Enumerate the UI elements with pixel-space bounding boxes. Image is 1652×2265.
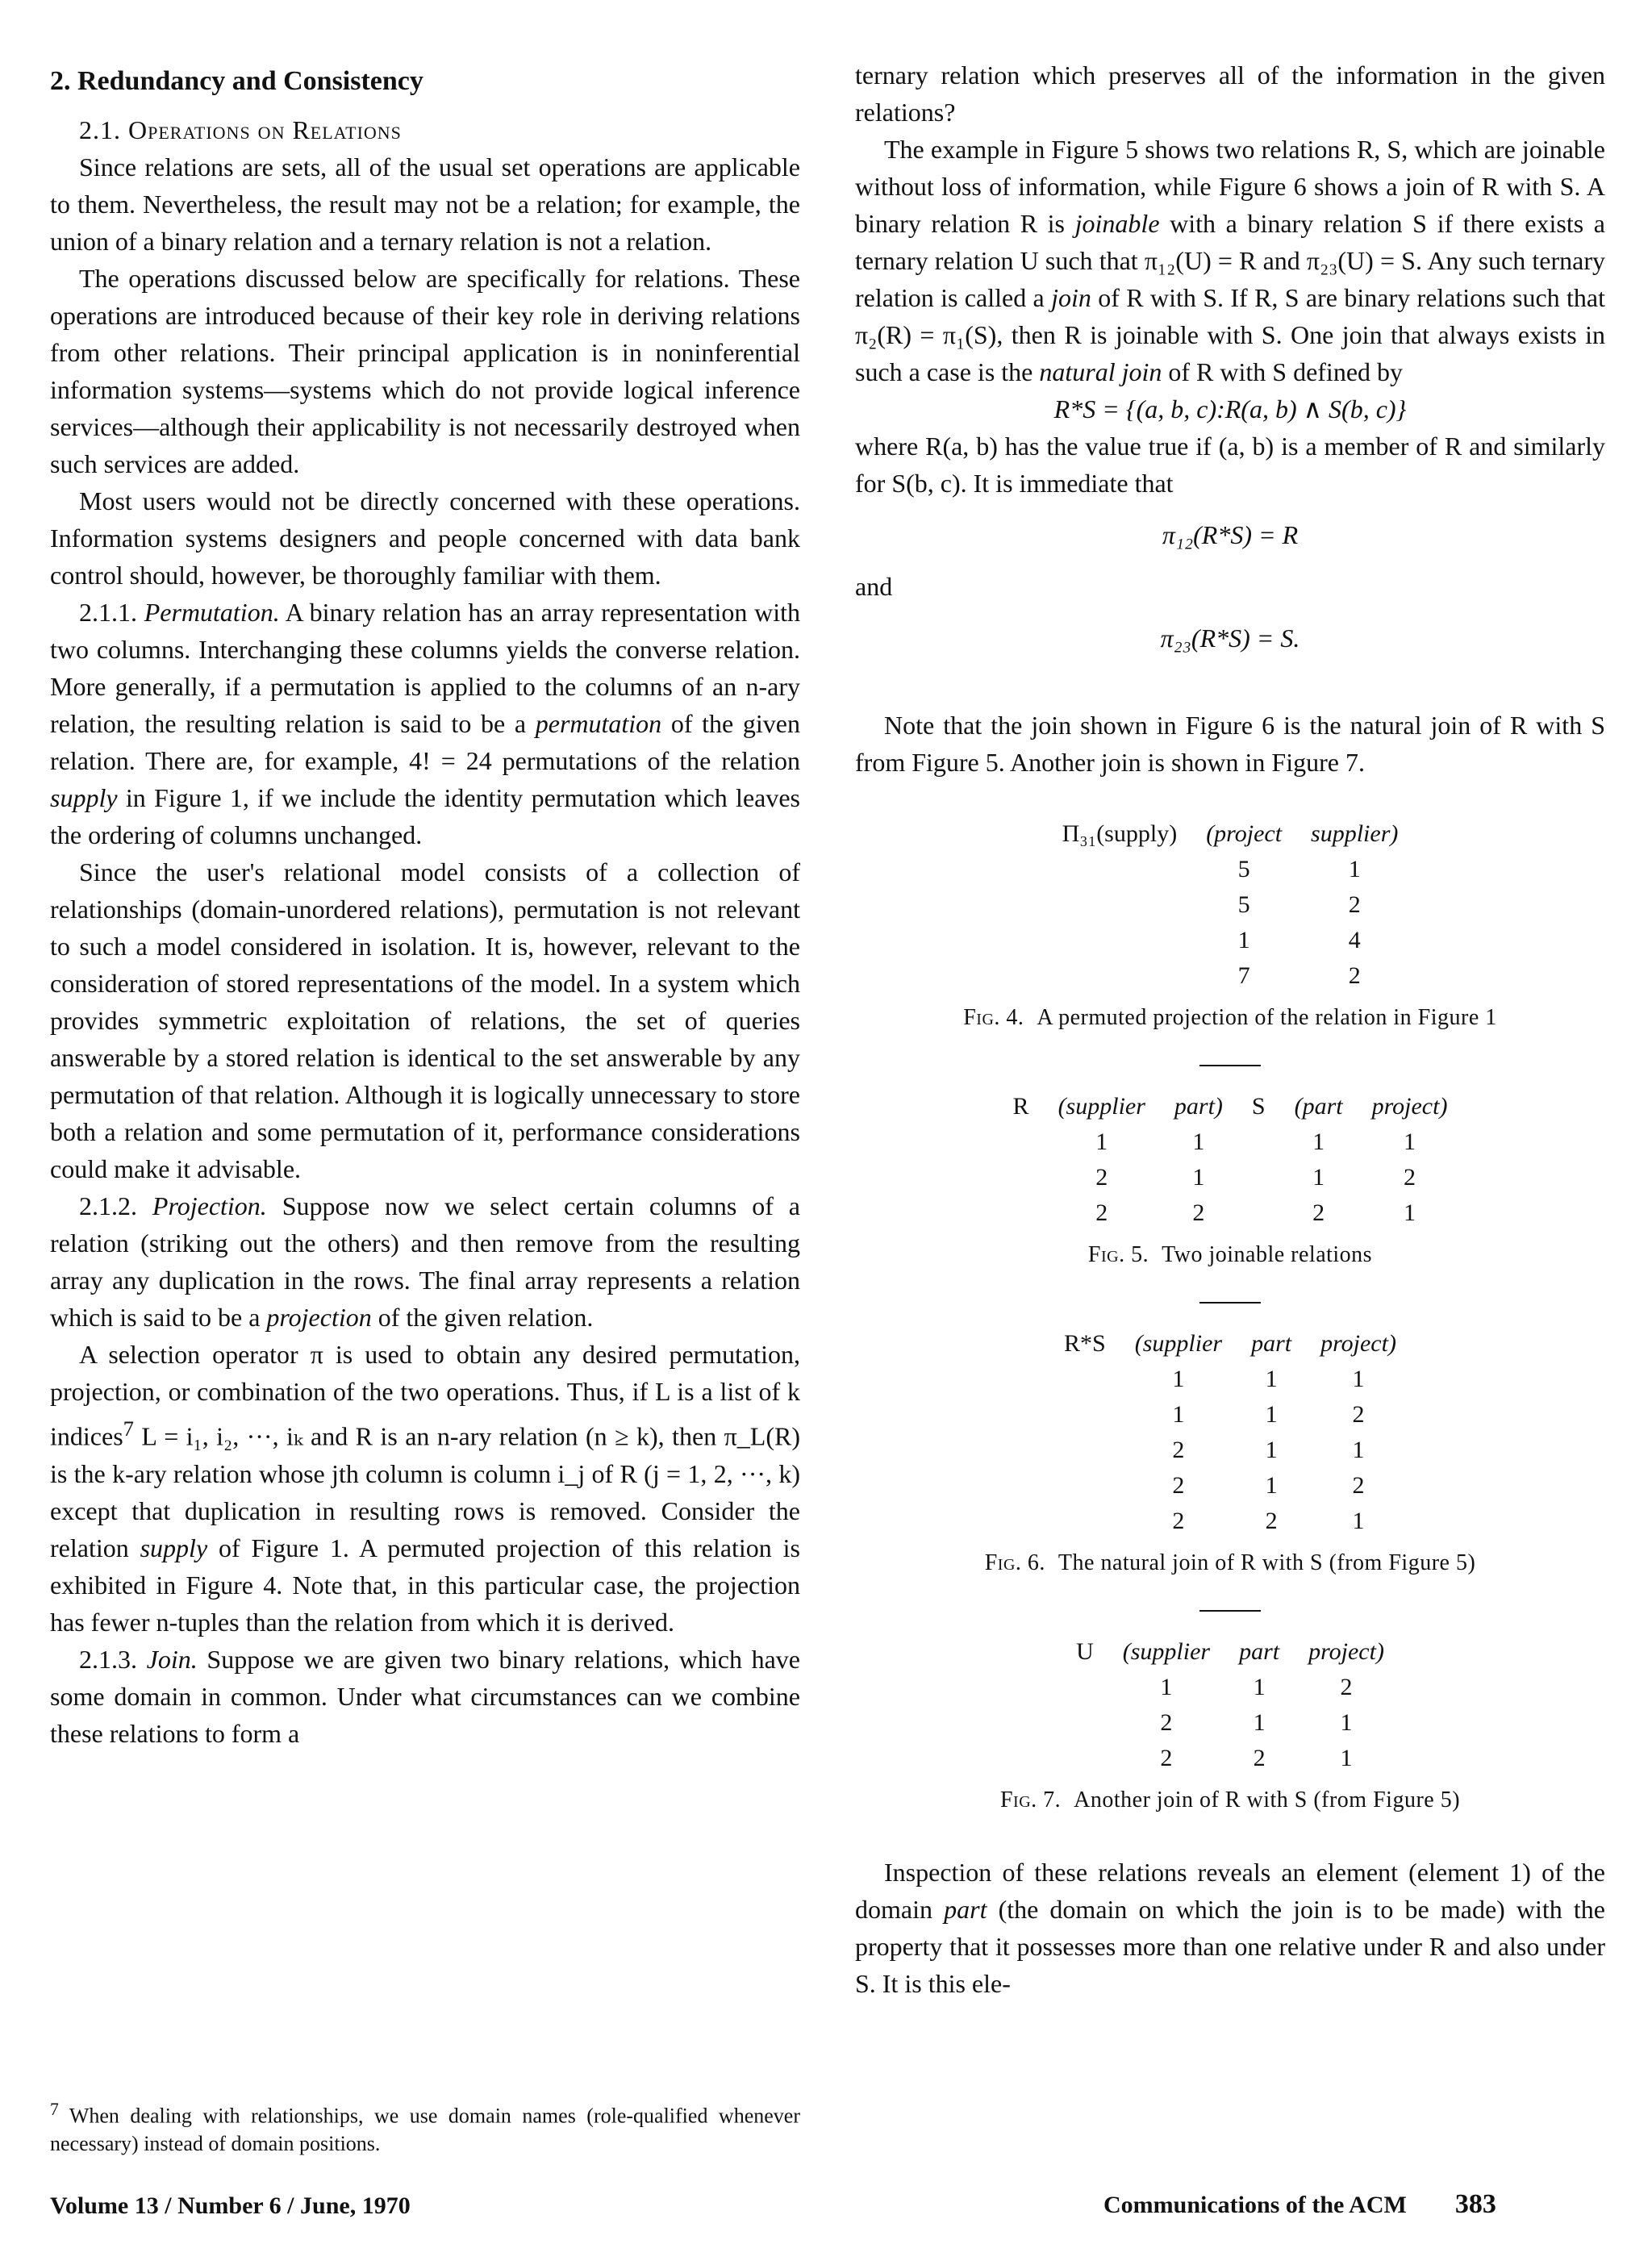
joinable-text-b: with a binary relation S if there exists a ternary relation U such that π₁₂(U) = R and π₂₃(U) = S. Any such ternary relation is called a	[855, 209, 1606, 312]
table-cell: 1	[1340, 1709, 1353, 1736]
fig6-label: Fig. 6.	[984, 1550, 1045, 1575]
fig7-caption-text: Another join of R with S (from Figure 5)	[1074, 1787, 1461, 1812]
table-cell: 1	[1265, 1472, 1278, 1499]
fig7-header-supplier: (supplier	[1122, 1638, 1211, 1665]
fig4-caption-text: A permuted projection of the relation in Figure 1	[1037, 1005, 1497, 1030]
paragraph-ternary: ternary relation which preserves all of the information in the given relations?	[855, 60, 1605, 127]
table-cell: 1	[1404, 1128, 1416, 1155]
fig6-header-project: project)	[1320, 1330, 1396, 1357]
table-cell: 1	[1348, 856, 1361, 882]
paragraph-true-value: where R(a, b) has the value true if (a, b) is a member of R and similarly for S(b, c). It is immediate that	[855, 432, 1605, 498]
permutation-em-supply: supply	[50, 783, 118, 812]
table-row	[1062, 1705, 1399, 1741]
paragraph-figure6-note: Note that the join shown in Figure 6 is the natural join of R with S from Figure 5. Another join is shown in Figure 7.	[855, 711, 1605, 777]
section-heading: 2. Redundancy and Consistency	[50, 66, 423, 96]
fig6-header-supplier: (supplier	[1134, 1330, 1223, 1357]
joinable-text-a: The example in Figure 5 shows two relations R, S, which are joinable without loss of information, while Figure 6 shows a join of R with S. A binary relation R is	[855, 135, 1605, 238]
paragraph-projection	[50, 1187, 800, 1336]
table-cell: 1	[1352, 1437, 1365, 1463]
table-cell: 1	[1095, 1128, 1108, 1155]
figure-separator	[1199, 1610, 1261, 1612]
fig4-header-project: (project	[1206, 820, 1283, 847]
fig7-caption	[855, 1783, 1605, 1818]
paragraph-joinable	[855, 131, 1605, 390]
table-cell: 2	[1172, 1472, 1185, 1499]
table-cell: 1	[1192, 1128, 1205, 1155]
table-row	[1048, 852, 1413, 887]
table-cell: 2	[1312, 1199, 1325, 1226]
join-number: 2.1.3.	[79, 1644, 137, 1674]
selection-text-c: of Figure 1. A permuted projection of this relation is exhibited in Figure 4. Note that, in this particular case, the projection has fewer n-tuples than the relation from which it is derived.	[50, 1533, 801, 1637]
fig7-relation-name: U	[1076, 1638, 1094, 1665]
joinable-text-c: of R with S. If R, S are binary relations such that π₂(R) = π₁(S), then R is joinable with S. One join that always exists in such a case is the	[855, 283, 1606, 386]
footer-journal	[1103, 2189, 1496, 2220]
joinable-text-d: of R with S defined by	[1162, 357, 1404, 386]
table-row	[1049, 1326, 1411, 1362]
table-row	[1049, 1397, 1411, 1433]
table-row	[1062, 1634, 1399, 1670]
fig4-table	[1048, 816, 1413, 994]
fig5-r-name: R	[1012, 1093, 1029, 1120]
projection-em: projection	[266, 1303, 372, 1332]
table-row	[1062, 1741, 1399, 1776]
paragraph-permutation	[50, 594, 800, 853]
table-row	[1048, 958, 1413, 994]
fig4-header-supplier: supplier)	[1311, 820, 1399, 847]
table-cell: 1	[1253, 1709, 1266, 1736]
fig5-s-name: S	[1251, 1093, 1266, 1120]
table-cell: 5	[1237, 856, 1250, 882]
figure-4	[855, 816, 1605, 1036]
table-cell: 1	[1172, 1366, 1185, 1392]
table-row	[1049, 1468, 1411, 1504]
fig4-label: Fig. 4.	[963, 1005, 1024, 1030]
projection-text-b: of the given relation.	[371, 1303, 594, 1332]
table-cell: 1	[1340, 1745, 1353, 1771]
table-cell: 2	[1352, 1472, 1365, 1499]
paragraph-inspection	[855, 1854, 1605, 2002]
fig6-caption	[855, 1545, 1605, 1581]
table-cell: 5	[1237, 891, 1250, 918]
table-cell: 1	[1404, 1199, 1416, 1226]
table-cell: 2	[1095, 1199, 1108, 1226]
table-row	[999, 1089, 1462, 1124]
table-cell: 2	[1352, 1401, 1365, 1428]
selection-em-supply: supply	[140, 1533, 208, 1562]
fig5-caption-text: Two joinable relations	[1162, 1242, 1373, 1267]
table-cell: 1	[1265, 1366, 1278, 1392]
projection-equation-r: π₁₂(R*S) = R	[1162, 520, 1299, 549]
fig6-table	[1049, 1326, 1411, 1539]
table-row	[999, 1160, 1462, 1195]
subsection-heading: 2.1. Operations on Relations	[79, 115, 402, 144]
table-cell: 4	[1348, 927, 1361, 953]
table-cell: 1	[1192, 1164, 1205, 1191]
page-number: 383	[1454, 2189, 1496, 2219]
paragraph-selection-operator	[50, 1336, 800, 1641]
joinable-em: joinable	[1074, 209, 1160, 238]
inspection-text-a: Inspection of these relations reveals an element (element 1) of the domain	[855, 1858, 1605, 1924]
table-row	[1062, 1670, 1399, 1705]
fig7-header-project: project)	[1308, 1638, 1384, 1665]
table-cell: 2	[1172, 1437, 1185, 1463]
fig6-relation-name: R*S	[1064, 1330, 1106, 1357]
table-cell: 1	[1265, 1401, 1278, 1428]
fig5-table	[999, 1089, 1462, 1231]
table-row	[999, 1195, 1462, 1231]
table-cell: 2	[1160, 1709, 1173, 1736]
paragraph-operations-intro: The operations discussed below are specifically for relations. These operations are introduced because of their key role in deriving relations from other relations. Their principal application is in noninferential information systems—systems which do not provide logical inference services—although their applicability is not necessarily destroyed when such services are added.	[50, 264, 800, 478]
table-cell: 2	[1172, 1508, 1185, 1534]
table-cell: 1	[1237, 927, 1250, 953]
selection-text-a: A selection operator π is used to obtain any desired permutation, projection, or combination of the two operations. Thus, if L is a list of k indices	[50, 1340, 800, 1451]
table-row	[1048, 816, 1413, 852]
table-row	[1049, 1504, 1411, 1539]
fig5-s-header-project: project)	[1371, 1093, 1448, 1120]
table-cell: 1	[1160, 1674, 1173, 1700]
table-cell: 2	[1340, 1674, 1353, 1700]
permutation-title: Permutation.	[144, 598, 280, 627]
fig5-r-header-supplier: (supplier	[1058, 1093, 1145, 1120]
projection-equation-s: π₂₃(R*S) = S.	[1160, 624, 1300, 653]
table-row	[999, 1124, 1462, 1160]
join-text: Suppose we are given two binary relations, which have some domain in common. Under what circumstances can we combine these relations to form a	[50, 1644, 801, 1748]
fig7-header-part: part	[1239, 1638, 1280, 1665]
paragraph-users: Most users would not be directly concerned with these operations. Information systems designers and people concerned with data bank control should, however, be thoroughly familiar with them.	[50, 486, 800, 590]
right-column	[855, 56, 1605, 2002]
fig5-label: Fig. 5.	[1087, 1242, 1149, 1267]
figure-separator	[1199, 1302, 1261, 1304]
table-cell: 1	[1312, 1128, 1325, 1155]
table-cell: 2	[1160, 1745, 1173, 1771]
and-word: and	[855, 572, 893, 601]
table-cell: 2	[1348, 962, 1361, 989]
projection-title: Projection.	[152, 1191, 267, 1220]
table-cell: 2	[1253, 1745, 1266, 1771]
selection-text-b: L = i₁, i₂, ···, iₖ and R is an n-ary relation (n ≥ k), then π_L(R) is the k-ary relation whose jth column is column i_j of R (j = 1, 2, ···, k) except that duplication in resulting rows is removed. Consider the relation	[50, 1421, 800, 1562]
figure-6	[855, 1326, 1605, 1581]
journal-name: Communications of the ACM	[1103, 2192, 1407, 2218]
join-title: Join.	[146, 1644, 198, 1674]
footnote-ref: 7	[123, 1416, 134, 1441]
table-row	[1049, 1362, 1411, 1397]
footer-volume: Volume 13 / Number 6 / June, 1970	[50, 2192, 411, 2219]
table-cell: 1	[1253, 1674, 1266, 1700]
figure-5	[855, 1089, 1605, 1273]
table-row	[1048, 887, 1413, 923]
paragraph-relational-model: Since the user's relational model consists of a collection of relationships (domain-unordered relations), permutation is not relevant to such a model considered in isolation. It is, however, relevant to the consideration of stored representations of the model. In a system which provides symmetric exploitation of relations, the set of queries answerable by a stored relation is identical to the set answerable by any permutation of that relation. Although it is logically unnecessary to store both a relation and some permutation of it, performance considerations could make it advisable.	[50, 857, 800, 1183]
permutation-text-b: of the given relation. There are, for example, 4! = 24 permutations of the relation	[50, 709, 801, 775]
footnote-text: When dealing with relationships, we use domain names (role-qualified whenever necessary) instead of domain positions.	[50, 2104, 800, 2155]
footnote	[50, 2096, 800, 2158]
table-cell: 2	[1095, 1164, 1108, 1191]
inspection-text-b: (the domain on which the join is to be made) with the property that it possesses more than one relative under R and also under S. It is this ele-	[855, 1895, 1606, 1998]
table-cell: 1	[1352, 1508, 1365, 1534]
fig5-caption	[855, 1237, 1605, 1273]
paragraph-join	[50, 1641, 800, 1752]
table-row	[1048, 923, 1413, 958]
paragraph-set-operations: Since relations are sets, all of the usual set operations are applicable to them. Nevertheless, the result may not be a relation; for example, the union of a binary relation and a ternary relation is not a relation.	[50, 152, 800, 256]
figure-separator	[1199, 1065, 1261, 1066]
fig6-header-part: part	[1251, 1330, 1292, 1357]
table-cell: 2	[1192, 1199, 1205, 1226]
table-cell: 1	[1172, 1401, 1185, 1428]
fig7-table	[1062, 1634, 1399, 1776]
table-cell: 2	[1265, 1508, 1278, 1534]
table-cell: 1	[1312, 1164, 1325, 1191]
fig5-r-header-part: part)	[1174, 1093, 1223, 1120]
table-cell: 1	[1352, 1366, 1365, 1392]
permutation-em: permutation	[535, 709, 662, 738]
table-cell: 2	[1348, 891, 1361, 918]
permutation-text-a: A binary relation has an array representation with two columns. Interchanging these columns yields the converse relation. More generally, if a permutation is applied to the columns of an n-ary relation, the resulting relation is said to be a	[50, 598, 801, 738]
join-em: join	[1051, 283, 1091, 312]
table-cell: 7	[1237, 962, 1250, 989]
fig7-label: Fig. 7.	[999, 1787, 1062, 1812]
permutation-text-c: in Figure 1, if we include the identity permutation which leaves the ordering of columns unchanged.	[50, 783, 800, 849]
fig6-caption-text: The natural join of R with S (from Figure 5)	[1058, 1550, 1476, 1575]
projection-text-a: Suppose now we select certain columns of a relation (striking out the others) and then remove from the resulting array any duplication in the rows. The final array represents a relation which is said to be a	[50, 1191, 801, 1332]
figure-7	[855, 1634, 1605, 1818]
table-cell: 1	[1265, 1437, 1278, 1463]
fig4-relation-name: Π₃₁(supply)	[1062, 820, 1178, 847]
left-column	[50, 58, 800, 1752]
natural-join-em: natural join	[1039, 357, 1162, 386]
footnote-mark: 7	[50, 2100, 59, 2119]
table-cell: 2	[1404, 1164, 1416, 1191]
fig4-caption	[855, 1000, 1605, 1036]
fig5-s-header-part: (part	[1294, 1093, 1343, 1120]
natural-join-equation: R*S = {(a, b, c):R(a, b) ∧ S(b, c)}	[1053, 394, 1407, 423]
projection-number: 2.1.2.	[79, 1191, 137, 1220]
permutation-number: 2.1.1.	[79, 598, 137, 627]
inspection-em-part: part	[944, 1895, 987, 1924]
table-row	[1049, 1433, 1411, 1468]
